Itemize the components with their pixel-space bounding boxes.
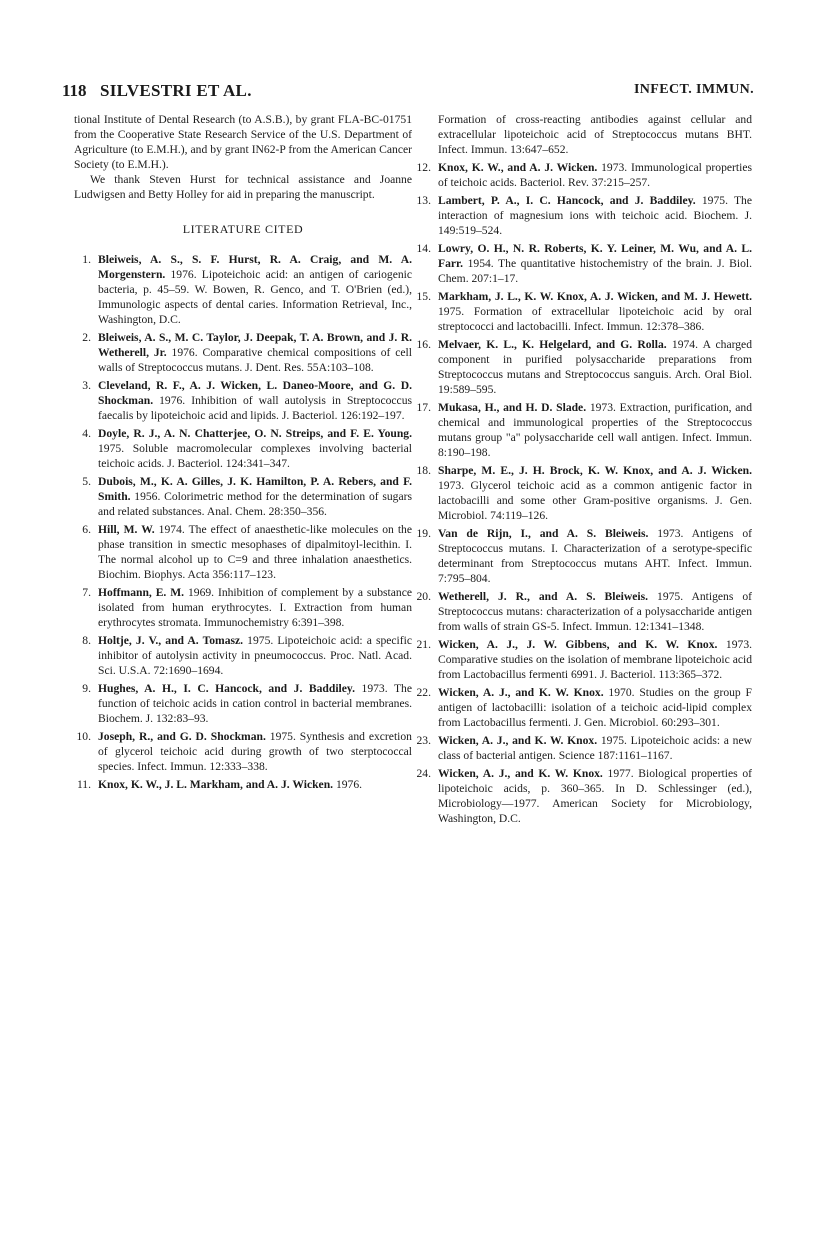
reference-item [74,777,412,792]
reference-text: 1973. Extraction, purification, and chemical and immunological properties of the Streptococcus mutans group "a" polysaccharide cell wall antigen. Infect. Immun. 8:190–198. [438,401,752,459]
reference-number: 2. [82,331,91,344]
reference-authors: Hughes, A. H., I. C. Hancock, and J. Baddiley. [98,682,355,695]
page-number: 118 [62,81,87,100]
journal-name: INFECT. IMMUN. [633,82,754,97]
reference-authors: Wicken, A. J., J. W. Gibbens, and K. W. Knox. [438,638,718,651]
reference-authors: Knox, K. W., and A. J. Wicken. [438,161,598,174]
reference-text: 1954. The quantitative histochemistry of the brain. J. Biol. Chem. 207:1–17. [438,257,752,285]
reference-text: 1973. The function of teichoic acids in cation control in bacterial membranes. Biochem. J. 132:83–93. [98,682,412,725]
reference-authors: Lambert, P. A., I. C. Hancock, and J. Baddiley. [438,194,696,207]
reference-authors: Wicken, A. J., and K. W. Knox. [438,686,604,699]
reference-number: 19. [416,527,431,540]
reference-item [414,241,752,286]
reference-text: 1976. Comparative chemical compositions of cell walls of Streptococcus mutans. J. Dent. Res. 55A:103–108. [98,346,412,374]
reference-item [414,766,752,826]
reference-number: 8. [82,634,91,647]
literature-cited-heading: LITERATURE CITED [182,222,304,236]
reference-number: 7. [82,586,91,599]
reference-item [414,733,752,763]
reference-item [74,633,412,678]
reference-authors: Wicken, A. J., and K. W. Knox. [438,734,598,747]
funding-paragraph: tional Institute of Dental Research (to A.S.B.), by grant FLA-BC-01751 from the Cooperative State Research Service of the U.S. Department of Agriculture (to E.M.H.), and by grant IN62-P from the American Cancer Society (to E.M.H.). [74,113,412,171]
reference-item [414,637,752,682]
reference-item [414,337,752,397]
reference-text: 1975. Soluble macromolecular complexes involving bacterial teichoic acids. J. Bacteriol. 124:341–347. [98,442,412,470]
reference-text: 1977. Biological properties of lipoteichoic acids, p. 360–365. In D. Schlessinger (ed.), Microbiology—1977. American Society for Microbiology, Washington, D.C. [438,767,753,825]
reference-item [414,400,752,460]
reference-number: 4. [82,427,91,440]
reference-text: 1975. Antigens of Streptococcus mutans: characterization of a polysaccharide antigen from walls of strain GS-5. Infect. Immun. 12:1341–1348. [438,590,752,633]
reference-text: Formation of cross-reacting antibodies against cellular and extracellular lipoteichoic acid of Streptococcus mutans BHT. Infect. Immun. 13:647–652. [438,113,752,156]
reference-item [74,729,412,774]
reference-authors: Holtje, J. V., and A. Tomasz. [98,634,244,647]
reference-continuation [414,112,752,157]
reference-authors: Mukasa, H., and H. D. Slade. [438,401,587,414]
reference-text: 1970. Studies on the group F antigen of lactobacilli: isolation of a teichoic acid-lipid complex from Lactobacillus fermenti. J. Gen. Microbiol. 60:293–301. [438,686,752,729]
reference-text: 1975. Formation of extracellular lipoteichoic acid by oral streptococci and lactobacilli. Infect. Immun. 12:378–386. [438,305,752,333]
reference-text: 1976. Lipoteichoic acid: an antigen of cariogenic bacteria, p. 45–59. W. Bowen, R. Genco, and T. O'Brien (ed.), Immunologic aspects of dental caries. Information Retrieval, Inc., Washington, D.C. [98,268,412,326]
reference-number: 22. [416,686,431,699]
reference-number: 10. [76,730,91,743]
running-head-authors: SILVESTRI ET AL. [100,81,252,100]
reference-authors: Doyle, R. J., A. N. Chatterjee, O. N. Streips, and F. E. Young. [98,427,412,440]
reference-item [414,289,752,334]
reference-number: 5. [82,475,91,488]
reference-text: 1973. Glycerol teichoic acid as a common antigenic factor in lactobacilli and some other Gram-positive organisms. J. Gen. Microbiol. 74:119–126. [438,479,752,522]
reference-number: 12. [416,161,431,174]
reference-list-left [74,252,412,792]
reference-number: 6. [82,523,91,536]
reference-item [74,474,412,519]
reference-authors: Cleveland, R. F., A. J. Wicken, L. Daneo-Moore, and G. D. Shockman. [98,379,412,407]
reference-item [414,526,752,586]
left-column [74,112,412,795]
reference-number: 3. [82,379,91,392]
reference-authors: Hoffmann, E. M. [98,586,185,599]
reference-text: 1974. The effect of anaesthetic-like molecules on the phase transition in smectic mesophases of dipalmitoyl-lecithin. I. The normal alcohol up to C=9 and three inhalation anaesthetics. Biochim. Biophys. Acta 356:117–123. [98,523,412,581]
reference-authors: Wicken, A. J., and K. W. Knox. [438,767,603,780]
reference-number: 17. [416,401,431,414]
reference-number: 16. [416,338,431,351]
reference-text: 1976. Inhibition of wall autolysis in Streptococcus faecalis by lipoteichoic acid and lipids. J. Bacteriol. 126:192–197. [98,394,412,422]
reference-item [414,193,752,238]
reference-text: 1975. Lipoteichoic acids: a new class of bacterial antigen. Science 187:1161–1167. [438,734,752,762]
reference-authors: Bleiweis, A. S., S. F. Hurst, R. A. Craig, and M. A. Morgenstern. [98,253,412,281]
right-column [414,112,752,829]
reference-authors: Hill, M. W. [98,523,155,536]
reference-item [414,160,752,190]
reference-number: 11. [76,778,91,791]
reference-authors: Wetherell, J. R., and A. S. Bleiweis. [438,590,649,603]
reference-authors: Sharpe, M. E., J. H. Brock, K. W. Knox, and A. J. Wicken. [438,464,752,477]
reference-item [74,681,412,726]
reference-text: 1976. [333,778,363,791]
reference-number: 24. [416,767,431,780]
running-head [62,81,754,103]
reference-item [74,330,412,375]
reference-text: 1973. Antigens of Streptococcus mutans. I. Characterization of a serotype-specific determinant from Streptococcus mutans AHT. Infect. Immun. 7:795–804. [438,527,752,585]
reference-number: 9. [82,682,91,695]
reference-item [414,685,752,730]
reference-item [414,463,752,523]
reference-number: 13. [416,194,431,207]
reference-item [74,522,412,582]
reference-authors: Knox, K. W., J. L. Markham, and A. J. Wicken. [98,778,334,791]
reference-authors: Dubois, M., K. A. Gilles, J. K. Hamilton, P. A. Rebers, and F. Smith. [98,475,412,503]
reference-text: 1975. Synthesis and excretion of glycerol teichoic acid during growth of two sterptococcal species. Infect. Immun. 12:333–338. [98,730,412,773]
reference-authors: Lowry, O. H., N. R. Roberts, K. Y. Leiner, M. Wu, and A. L. Farr. [438,242,752,270]
reference-number: 21. [416,638,431,651]
reference-number: 1. [82,253,91,266]
reference-item [74,585,412,630]
acknowledgment-paragraph: We thank Steven Hurst for technical assistance and Joanne Ludwigsen and Betty Holley for aid in preparing the manuscript. [74,173,412,201]
reference-number: 15. [416,290,431,303]
reference-text: 1973. Immunological properties of teichoic acids. Bacteriol. Rev. 37:215–257. [438,161,752,189]
reference-text: 1975. Lipoteichoic acid: a specific inhibitor of autolysin activity in pneumococcus. Proc. Natl. Acad. Sci. U.S.A. 72:1690–1694. [98,634,412,677]
reference-authors: Melvaer, K. L., K. Helgelard, and G. Rolla. [438,338,667,351]
reference-item [74,426,412,471]
reference-number: 20. [416,590,431,603]
reference-number: 18. [416,464,431,477]
reference-authors: Bleiweis, A. S., M. C. Taylor, J. Deepak, T. A. Brown, and J. R. Wetherell, Jr. [98,331,412,359]
reference-number: 14. [416,242,431,255]
reference-list-right [414,112,752,826]
reference-authors: Joseph, R., and G. D. Shockman. [98,730,266,743]
reference-item [74,378,412,423]
reference-text: 1974. A charged component in purified polysaccharide preparations from Streptococcus mutans and Streptococcus sanguis. Arch. Oral Biol. 19:589–595. [438,338,753,396]
reference-number: 23. [416,734,431,747]
reference-item [414,589,752,634]
reference-text: 1969. Inhibition of complement by a substance isolated from human erythrocytes. I. Extraction from human erythrocytes stromata. Immunochemistry 6:391–398. [98,586,412,629]
reference-text: 1973. Comparative studies on the isolation of membrane lipoteichoic acid from Lactobacillus fermenti 6991. J. Bacteriol. 113:365–372. [438,638,753,681]
reference-authors: Van de Rijn, I., and A. S. Bleiweis. [438,527,649,540]
reference-text: 1975. The interaction of magnesium ions with teichoic acid. Biochem. J. 149:519–524. [438,194,752,237]
reference-text: 1956. Colorimetric method for the determination of sugars and related substances. Anal. Chem. 28:350–356. [98,490,412,518]
reference-authors: Markham, J. L., K. W. Knox, A. J. Wicken, and M. J. Hewett. [438,290,752,303]
reference-item [74,252,412,327]
